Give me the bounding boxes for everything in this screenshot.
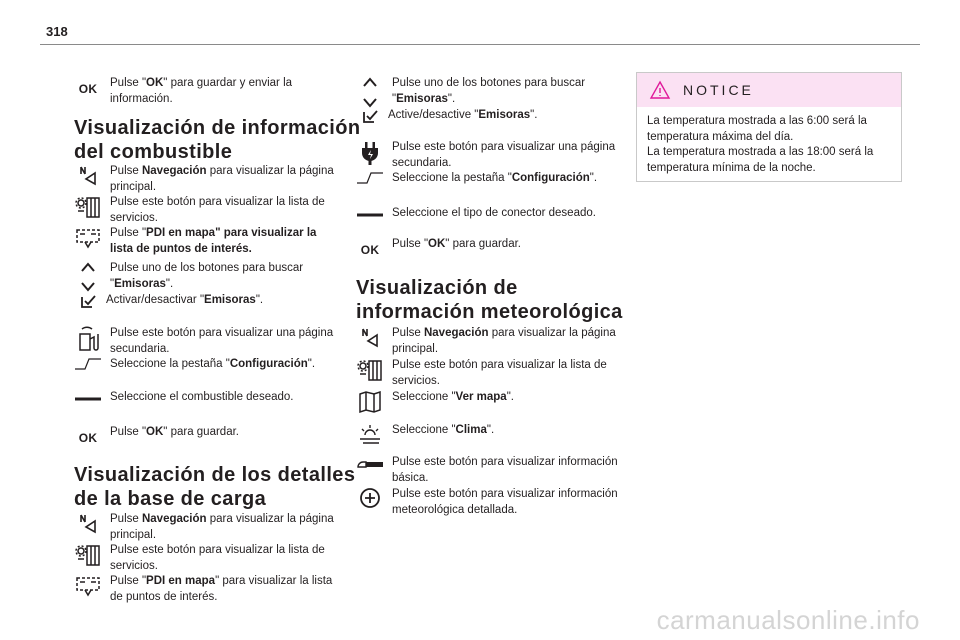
warning-icon: [649, 80, 671, 100]
load-step: Pulse este botón para visualizar la lista de servicios.: [72, 543, 340, 574]
notice-title: NOTICE: [683, 82, 754, 98]
fuel-section-title: Visualización de información del combustible: [74, 117, 361, 163]
connector-step: Pulse este botón para visualizar una página secundaria.: [354, 140, 622, 171]
navigation-icon: [354, 326, 386, 348]
fuel-step: Pulse uno de los botones para buscar "Emisoras".: [72, 261, 340, 292]
tab-icon: [354, 171, 386, 185]
chevron-down-icon: [72, 280, 104, 292]
weather-step: Pulse este botón para visualizar información meteorológica detallada.: [354, 487, 622, 518]
load-step: Pulse Navegación para visualizar la página principal.: [72, 512, 340, 543]
chevron-up-icon: [72, 261, 104, 273]
ok-icon: OK: [78, 82, 98, 96]
step-ok-send: OK Pulse "OK" para guardar y enviar la información.: [78, 77, 293, 105]
plus-circle-icon: [354, 487, 386, 509]
chevron-down-row: [72, 280, 104, 292]
line-icon: [72, 390, 104, 406]
fuel-step: Pulse Navegación para visualizar la página principal.: [72, 164, 340, 195]
load-section-title: Visualización de los detalles de la base de carga: [74, 464, 356, 510]
watermark: carmanualsonline.info: [656, 605, 920, 635]
ok-icon: OK: [78, 431, 98, 445]
notice-box: [636, 72, 902, 182]
map-icon: [354, 390, 386, 414]
weather-section-title: Visualización de información meteorológica: [356, 277, 623, 323]
navigation-icon: [72, 164, 104, 186]
fuel-step: Pulse este botón para visualizar una página secundaria.: [72, 326, 340, 357]
notice-text: La temperatura mostrada a las 6:00 será la temperatura máxima del día.: [647, 115, 867, 143]
weather-step: Pulse Navegación para visualizar la página principal.: [354, 326, 622, 357]
checkbox-icon: [72, 293, 104, 309]
page-number: 318: [46, 24, 68, 39]
navigation-icon: [72, 512, 104, 534]
poi-map-icon: [72, 574, 104, 598]
fuel-step: Seleccione el combustible deseado.: [72, 390, 340, 406]
plug-icon: [354, 140, 386, 166]
weather-icon: [354, 423, 386, 447]
fuel-step: Pulse "PDI en mapa" para visualizar la lista de puntos de interés.: [72, 226, 340, 257]
connector-step: OK Pulse "OK" para guardar.: [360, 238, 521, 257]
line-icon: [354, 206, 386, 222]
services-list-icon: [72, 195, 104, 219]
chevron-down-icon: [354, 96, 386, 108]
services-list-icon: [72, 543, 104, 567]
checkbox-icon: [354, 108, 386, 124]
top-divider: [40, 44, 920, 45]
fuel-step: Seleccione la pestaña "Configuración".: [72, 357, 340, 373]
ok-icon: OK: [360, 243, 380, 257]
connector-step: Pulse uno de los botones para buscar "Emisoras".: [354, 76, 622, 107]
weather-step: Pulse este botón para visualizar información básica.: [354, 455, 622, 486]
tab-icon: [72, 357, 104, 371]
weather-step: Seleccione "Clima".: [354, 423, 622, 447]
chevron-up-icon: [354, 76, 386, 88]
notice-header: [637, 73, 901, 107]
fuel-step: OK Pulse "OK" para guardar.: [78, 426, 239, 445]
poi-map-icon: [72, 226, 104, 250]
fuel-step: Activar/desactivar "Emisoras".: [72, 293, 336, 309]
services-list-icon: [354, 358, 386, 382]
load-step: Pulse "PDI en mapa" para visualizar la lista de puntos de interés.: [72, 574, 340, 605]
connector-step: Seleccione el tipo de conector deseado.: [354, 206, 622, 222]
basic-weather-icon: [354, 455, 386, 471]
connector-step: Active/desactive "Emisoras".: [354, 108, 618, 124]
notice-text: La temperatura mostrada a las 18:00 será la temperatura mínima de la noche.: [647, 146, 874, 174]
chevron-down-row: [354, 96, 386, 108]
secondary-page-icon: [72, 326, 104, 352]
weather-step: Pulse este botón para visualizar la lista de servicios.: [354, 358, 622, 389]
connector-step: Seleccione la pestaña "Configuración".: [354, 171, 622, 187]
weather-step: Seleccione "Ver mapa".: [354, 390, 622, 414]
fuel-step: Pulse este botón para visualizar la lista de servicios.: [72, 195, 340, 226]
